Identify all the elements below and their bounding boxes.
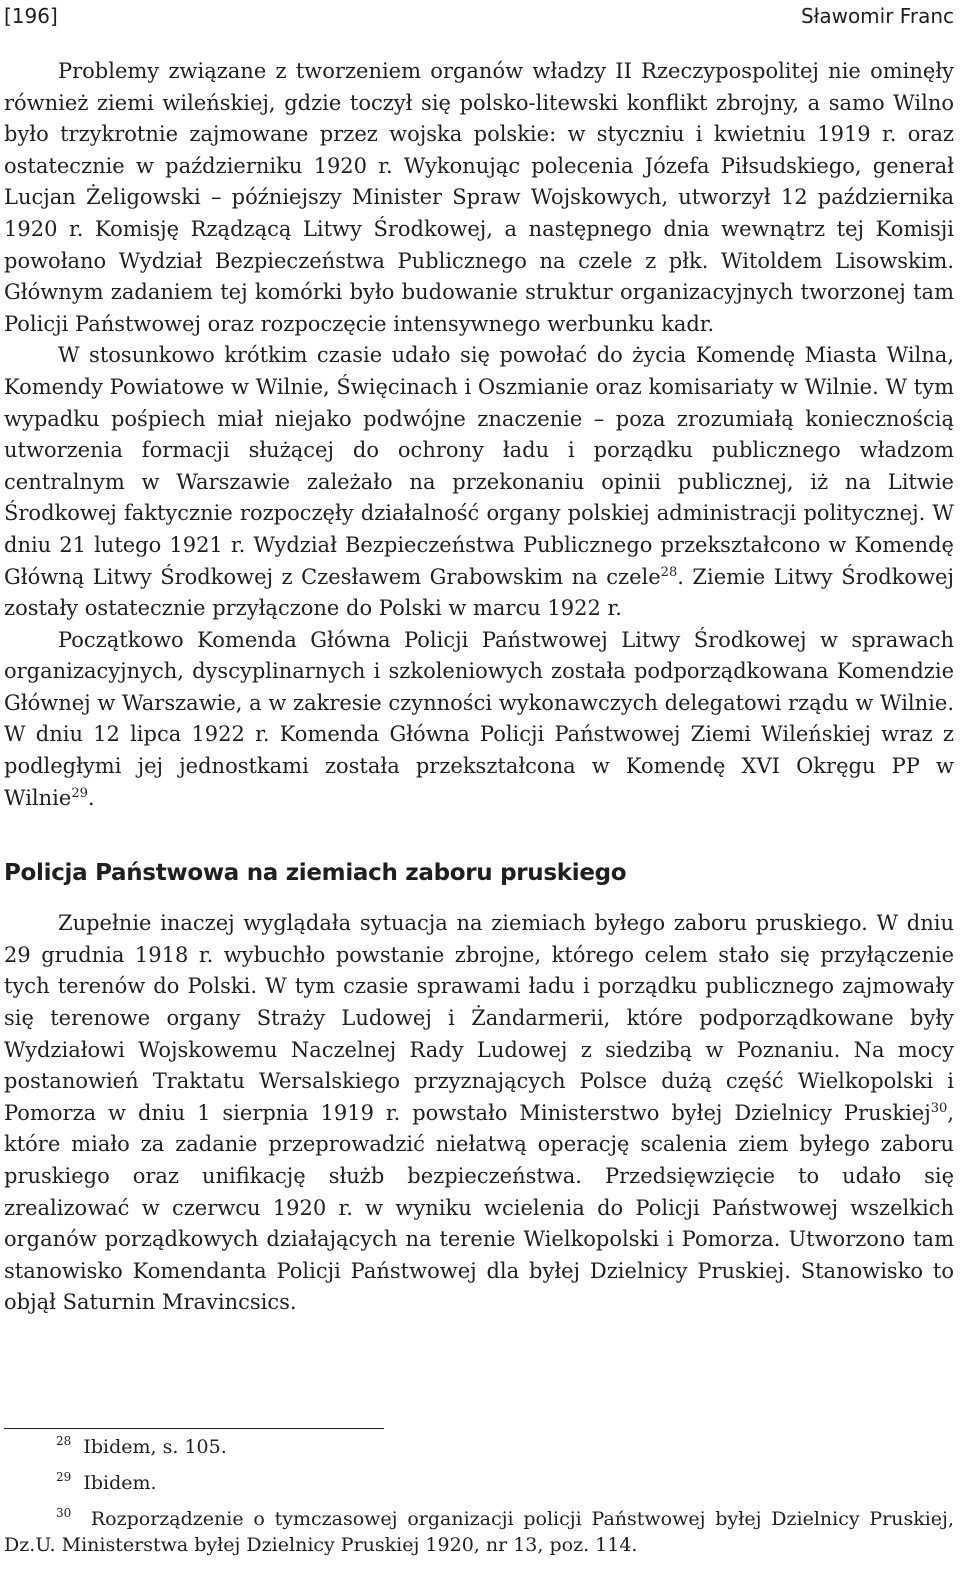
heading-spacer [4, 888, 954, 908]
paragraph-2-text-end: . Ziemie Litwy Środkowej zostały ostatecznie przyłączone do Polski w marcu 1922 r. [4, 564, 954, 621]
footnote-text: Ibidem, s. 105. [83, 1436, 227, 1458]
paragraph-3-text-end: . [87, 785, 95, 810]
footnote-30 [4, 1506, 954, 1558]
footnotes [4, 1434, 954, 1558]
footnote-28 [4, 1434, 954, 1460]
paragraph-4-text: Zupełnie inaczej wyglądała sytuacja na ziemiach byłego zaboru pruskiego. W dniu 29 grudnia 1918 r. wybuchło powstanie zbrojne, którego celem stało się przyłączenie tych terenów do Polski. W tym czasie sprawami ładu i porządku publicznego zajmowały się terenowe organy Straży Ludowej i Żandarmerii, które podporządkowane były Wydziałowi Wojskowemu Naczelnej Rady Ludowej z siedzibą w Poznaniu. Na mocy postanowień Traktatu Wersalskiego przyznających Polsce dużą część Wielkopolski i Pomorza w dniu 1 sierpnia 1919 r. powstało Ministerstwo byłej Dzielnicy Pruskiej [4, 911, 954, 1125]
paragraph-4-text-end: , które miało za zadanie przeprowadzić niełatwą operację scalenia ziem byłego zaboru pruskiego oraz unifikację służb bezpieczeństwa. Przedsięwzięcie to udało się zrealizować w czerwcu 1920 r. w wyniku wcielenia do Policji Państwowej wszelkich organów porządkowych działających na terenie Wielkopolski i Pomorza. Utworzono tam stanowisko Komendanta Policji Państwowej dla byłej Dzielnicy Pruskiej. Stanowisko to objął Saturnin Mravincsics. [4, 1100, 954, 1315]
main-text [4, 56, 954, 1319]
page-number: [196] [4, 4, 58, 28]
footnote-number: 29 [56, 1470, 72, 1484]
footnote-text: Rozporządzenie o tymczasowej organizacji policji Państwowej byłej Dzielnicy Pruskiej, Dz.U. Ministerstwa byłej Dzielnicy Pruskiej 1920, nr 13, poz. 114. [4, 1508, 954, 1556]
paragraph-3-text: Początkowo Komenda Główna Policji Państwowej Litwy Środkowej w sprawach organizacyjnych, dyscyplinarnych i szkoleniowych została podporządkowana Komendzie Głównej w Warszawie, a w zakresie czynności wykonawczych delegatowi rządu w Wilnie. W dniu 12 lipca 1922 r. Komenda Główna Policji Państwowej Ziemi Wileńskiej wraz z podległymi jej jednostkami została przekształcona w Komendę XVI Okręgu PP w Wilnie [4, 627, 954, 810]
footnote-ref-29: 29 [71, 785, 88, 801]
footnote-number: 30 [56, 1506, 72, 1520]
paragraph-3 [4, 625, 954, 815]
footnote-ref-30: 30 [930, 1100, 948, 1116]
footnote-number: 28 [56, 1434, 72, 1448]
footnote-ref-28: 28 [660, 564, 678, 580]
footnote-separator [4, 1428, 384, 1429]
footnote-29 [4, 1470, 954, 1496]
footnote-text: Ibidem. [83, 1472, 157, 1494]
running-head-author: Sławomir Franc [800, 4, 954, 28]
paragraph-4 [4, 908, 954, 1319]
page-header [0, 4, 960, 28]
section-heading: Policja Państwowa na ziemiach zaboru pruskiego [4, 860, 627, 887]
paragraph-1: Problemy związane z tworzeniem organów władzy II Rzeczypospolitej nie ominęły również ziemi wileńskiej, gdzie toczył się polsko-litewski konflikt zbrojny, a samo Wilno było trzykrotnie zajmowane przez wojska polskie: w styczniu i kwietniu 1919 r. oraz ostatecznie w październiku 1920 r. Wykonując polecenia Józefa Piłsudskiego, generał Lucjan Żeligowski – późniejszy Minister Spraw Wojskowych, utworzył 12 października 1920 r. Komisję Rządzącą Litwy Środkowej, a następnego dnia wewnątrz tej Komisji powołano Wydział Bezpieczeństwa Publicznego na czele z płk. Witoldem Lisowskim. Głównym zadaniem tej komórki było budowanie struktur organizacyjnych tworzonej tam Policji Państwowej oraz rozpoczęcie intensywnego werbunku kadr. [4, 59, 954, 336]
section-spacer [4, 814, 954, 858]
paragraph-2-text: W stosunkowo krótkim czasie udało się powołać do życia Komendę Miasta Wilna, Komendy Powiatowe w Wilnie, Święcinach i Oszmianie oraz komisariaty w Wilnie. W tym wypadku pośpiech miał niejako podwójne znaczenie – poza zrozumiałą koniecznością utworzenia formacji służącej do ochrony ładu i porządku publicznego władzom centralnym w Warszawie zależało na przekonaniu opinii publicznej, iż na Litwie Środkowej faktycznie rozpoczęły działalność organy polskiej administracji politycznej. W dniu 21 lutego 1921 r. Wydział Bezpieczeństwa Publicznego przekształcono w Komendę Główną Litwy Środkowej z Czesławem Grabowskim na czele [4, 343, 954, 589]
paragraph-2 [4, 340, 954, 624]
